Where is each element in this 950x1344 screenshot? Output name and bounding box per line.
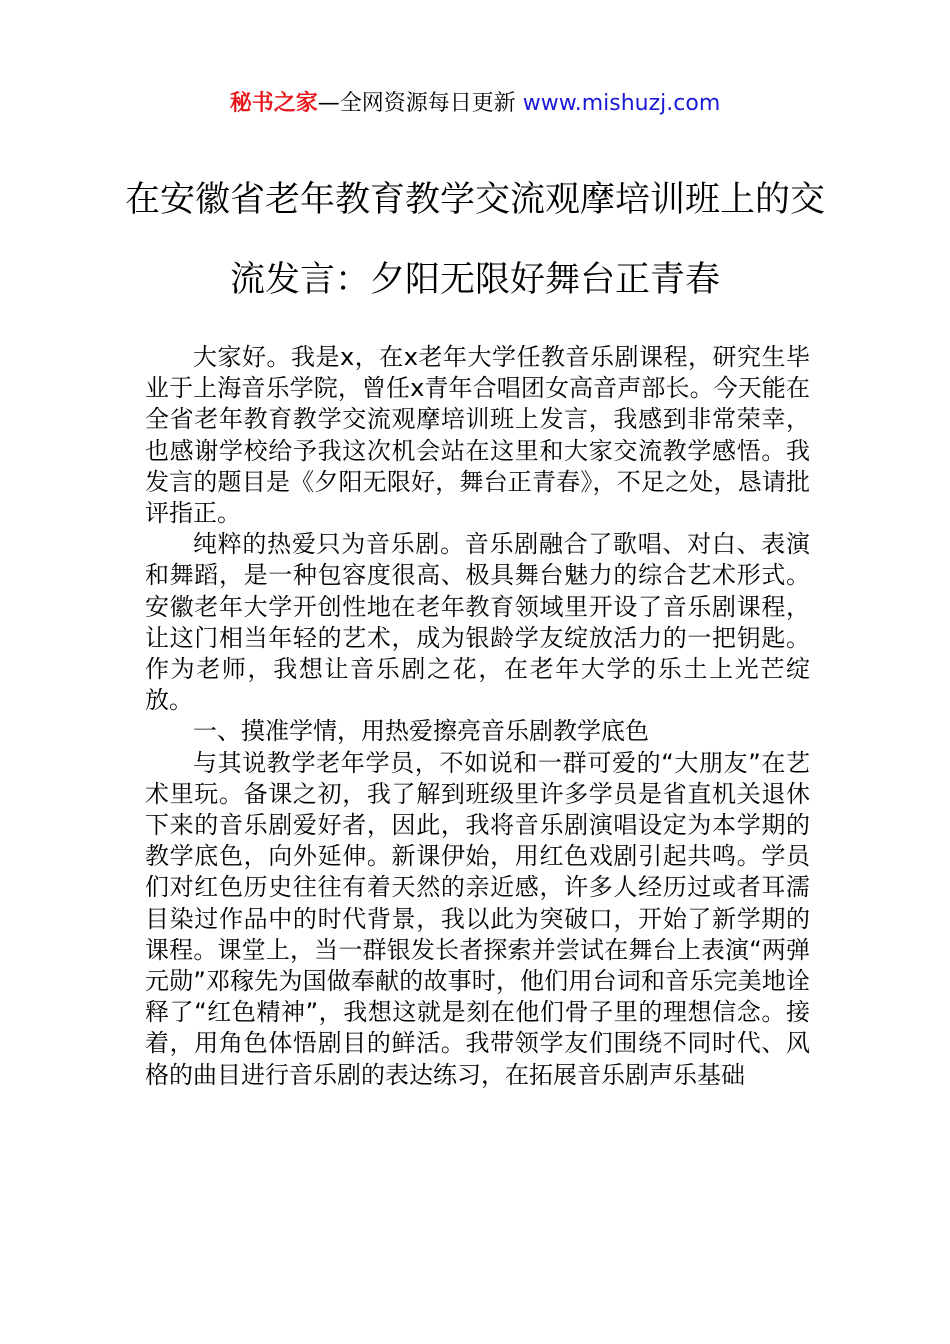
paragraph-passion: 纯粹的热爱只为音乐剧。音乐剧融合了歌唱、对白、表演和舞蹈，是一种包容度很高、极具舞台魅力的综合艺术形式。安徽老年大学开创性地在老年教育领域里开设了音乐剧课程，让这门相当年轻的艺术，成为银龄学友绽放活力的一把钥匙。作为老师，我想让音乐剧之花，在老年大学的乐土上光芒绽放。 xyxy=(145,530,810,715)
paragraph-teaching: 与其说教学老年学员，不如说和一群可爱的“大朋友”在艺术里玩。备课之初，我了解到班级里许多学员是省直机关退休下来的音乐剧爱好者，因此，我将音乐剧演唱设定为本学期的教学底色，向外延伸。新课伊始，用红色戏剧引起共鸣。学员们对红色历史往往有着天然的亲近感，许多人经历过或者耳濡目染过作品中的时代背景，我以此为突破口，开始了新学期的课程。课堂上，当一群银发长者探索并尝试在舞台上表演“两弹元勋”邓稼先为国做奉献的故事时，他们用台词和音乐完美地诠释了“红色精神”，我想这就是刻在他们骨子里的理想信念。接着，用角色体悟剧目的鲜活。我带领学友们围绕不同时代、风格的曲目进行音乐剧的表达练习，在拓展音乐剧声乐基础 xyxy=(145,748,810,1089)
document-title: 在安徽省老年教育教学交流观摩培训班上的交流发言：夕阳无限好舞台正青春 xyxy=(124,180,825,300)
brand-name: 秘书之家 xyxy=(229,91,318,116)
header-tagline: —全网资源每日更新 xyxy=(317,91,523,116)
paragraph-intro: 大家好。我是x，在x老年大学任教音乐剧课程，研究生毕业于上海音乐学院，曾任x青年合唱团女高音声部长。今天能在全省老年教育教学交流观摩培训班上发言，我感到非常荣幸，也感谢学校给予我这次机会站在这里和大家交流教学感悟。我发言的题目是《夕阳无限好，舞台正青春》，不足之处，恳请批评指正。 xyxy=(145,343,810,528)
site-header xyxy=(0,88,950,120)
site-url[interactable]: www.mishuzj.com xyxy=(522,91,721,116)
section-heading-1: 一、摸准学情，用热爱擦亮音乐剧教学底色 xyxy=(193,717,649,746)
document-body xyxy=(145,342,810,1091)
